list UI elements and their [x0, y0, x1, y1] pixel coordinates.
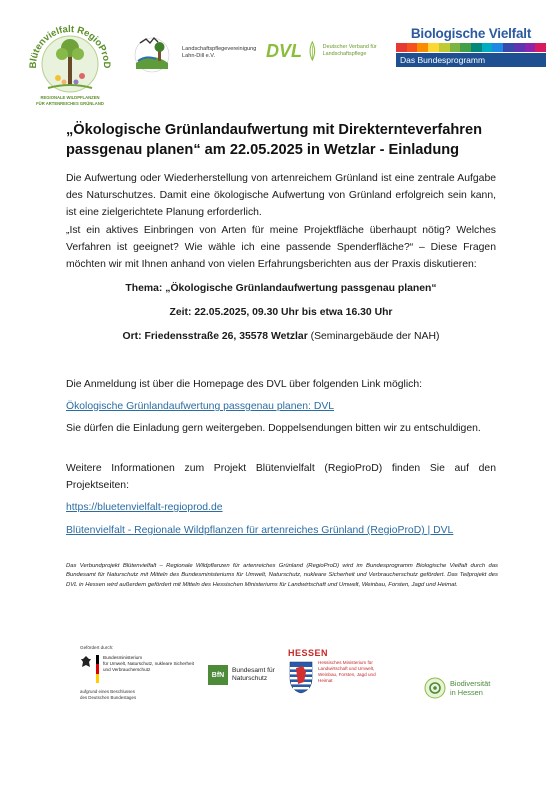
bmu-foot2: des Deutschen Bundestages [80, 695, 137, 700]
bluetenvielfalt-emblem-icon [22, 16, 118, 108]
event-topic: Thema: „Ökologische Grünlandaufwertung passgenau planen“ [125, 283, 437, 294]
event-location [66, 328, 496, 345]
bfn-text [232, 667, 275, 683]
bmu-line1: Bundesministerium [103, 655, 143, 660]
lpv-line1: Landschaftspflegevereinigung [182, 46, 257, 52]
more-info-text: Weitere Informationen zum Projekt Blütenvielfalt (RegioProD) finden Sie auf den Projektseiten: [66, 463, 496, 491]
forward-note: Sie dürfen die Einladung gern weitergeben. Doppelsendungen bitten wir zu entschuldigen. [66, 423, 481, 434]
event-location-address: Ort: Friedensstraße 26, 35578 Wetzlar [122, 331, 308, 342]
german-flag-icon [96, 655, 99, 683]
bmu-text [103, 655, 194, 683]
hessen-line4: Heimat [318, 678, 333, 683]
questions-paragraph: „Ist ein aktives Einbringen von Arten für meine Projektfläche überhaupt nötig? Welches Verfahren ist geeignet? Wie wähle ich eine passende Spenderfläche?“ – Diese Fragen möchten wir mit Ihnen anhand von vielen Erfahrungsberichten aus der Praxis diskutieren: [66, 225, 496, 270]
bfn-logo [208, 664, 298, 686]
bv-subtitle: Das Bundesprogramm [396, 53, 546, 67]
hessen-lion-crest-icon [288, 660, 314, 694]
bv-stripe [407, 43, 418, 52]
bv-stripe [471, 43, 482, 52]
bmu-row [80, 655, 200, 683]
event-time: Zeit: 22.05.2025, 09.30 Uhr bis etwa 16.30 Uhr [169, 307, 393, 318]
bv-color-stripes [396, 43, 546, 52]
dvl-logo [266, 30, 386, 72]
bmu-line2: für Umwelt, Naturschutz, nukleare Sicherheit [103, 661, 194, 666]
landscape-bird-icon [126, 33, 178, 73]
bv-stripe [439, 43, 450, 52]
bio-line1: Biodiversität [450, 679, 491, 688]
bfn-line2: Naturschutz [232, 675, 268, 682]
bv-stripe [525, 43, 536, 52]
funding-note: Das Verbundprojekt Blütenvielfalt – Regionale Wildpflanzen für artenreiches Grünland (RegioProD) wird im Bundesprogramm Biologische Vielfalt durch das Bundesamt für Naturschutz mit Mitteln des Bundesministeriums für Umwelt, Naturschutz, nukleare Sicherheit und Verbraucherschutz gefördert. Das Teilprojekt des DVL in Hessen wird außerdem gefördert mit Mitteln des Hessischen Ministeriums für Landwirtschaft und Umwelt, Weinbau, Forsten, Jagd und Heimat. [66, 563, 498, 588]
bv-stripe [460, 43, 471, 52]
dvl-line1: Deutscher Verband für [322, 44, 377, 50]
bluetenvielfalt-sub-line1: REGIONALE WILDPFLANZEN [40, 95, 100, 100]
hessen-line2: Landwirtschaft und Umwelt, [318, 666, 375, 671]
project-website-link[interactable]: https://bluetenvielfalt-regioprod.de [66, 502, 223, 513]
bluetenvielfalt-sub-line2: FÜR ARTENREICHES GRÜNLAND [36, 101, 104, 106]
lpv-line2: Lahn-Dill e.V. [182, 53, 216, 59]
bv-stripe [450, 43, 461, 52]
hessen-line3: Weinbau, Forsten, Jagd und [318, 672, 376, 677]
biodiversity-circle-icon [424, 677, 446, 699]
bv-stripe [535, 43, 546, 52]
bfn-line1: Bundesamt für [232, 667, 275, 674]
page-title: „Ökologische Grünlandaufwertung mit Direkternteverfahren passgenau planen“ am 22.05.2025 in Wetzlar - Einladung [66, 122, 483, 158]
bv-title: Biologische Vielfalt [410, 26, 532, 41]
hessen-ministry-logo [288, 648, 398, 718]
dvl-line2: Landschaftspflege [322, 51, 367, 57]
bmu-foot1: aufgrund eines Beschlusses [80, 689, 135, 694]
bfn-mark: BfN [208, 665, 228, 685]
bmu-logo [80, 645, 200, 715]
bmu-foot [80, 689, 200, 701]
lpv-text [182, 46, 272, 60]
bio-line2: in Hessen [450, 688, 483, 697]
dvl-text [323, 44, 386, 58]
registration-link[interactable]: Ökologische Grünlandaufwertung passgenau planen: DVL [66, 401, 335, 412]
federal-eagle-icon [80, 655, 92, 669]
dvl-leaf-icon [306, 39, 319, 63]
bv-stripe [428, 43, 439, 52]
intro-paragraph: Die Aufwertung oder Wiederherstellung von artenreichem Grünland ist eine zentrale Aufgabe des Naturschutzes. Damit eine ökologische Aufwertung von Grünland erfolgreich sein kann, ist eine zielgerichtete Planung erforderlich. [66, 173, 496, 218]
hessen-title: HESSEN [288, 648, 329, 658]
bmu-funded-by: Gefördert durch: [80, 645, 114, 650]
bv-stripe [503, 43, 514, 52]
event-location-building: (Seminargebäude der NAH) [307, 331, 440, 342]
hessen-line1: Hessisches Ministerium für [318, 660, 373, 665]
registration-text: Die Anmeldung ist über die Homepage des DVL über folgenden Link möglich: [66, 379, 423, 390]
bluetenvielfalt-arc-text: Blütenvielfalt RegioProD [27, 23, 113, 69]
bluetenvielfalt-logo [22, 16, 118, 108]
biologische-vielfalt-logo [396, 26, 546, 78]
bv-stripe [514, 43, 525, 52]
hessen-row [288, 660, 398, 694]
bv-stripe [492, 43, 503, 52]
dvl-project-page-link[interactable]: Blütenvielfalt - Regionale Wildpflanzen für artenreiches Grünland (RegioProD) | DVL [66, 525, 454, 536]
bv-stripe [396, 43, 407, 52]
biodiversitaet-hessen-logo [424, 674, 508, 702]
bmu-line3: und Verbraucherschutz [103, 667, 151, 672]
bv-stripe [417, 43, 428, 52]
bv-stripe [482, 43, 493, 52]
bio-text [450, 679, 490, 697]
dvl-mark: DVL [266, 40, 302, 61]
hessen-text [318, 660, 394, 694]
